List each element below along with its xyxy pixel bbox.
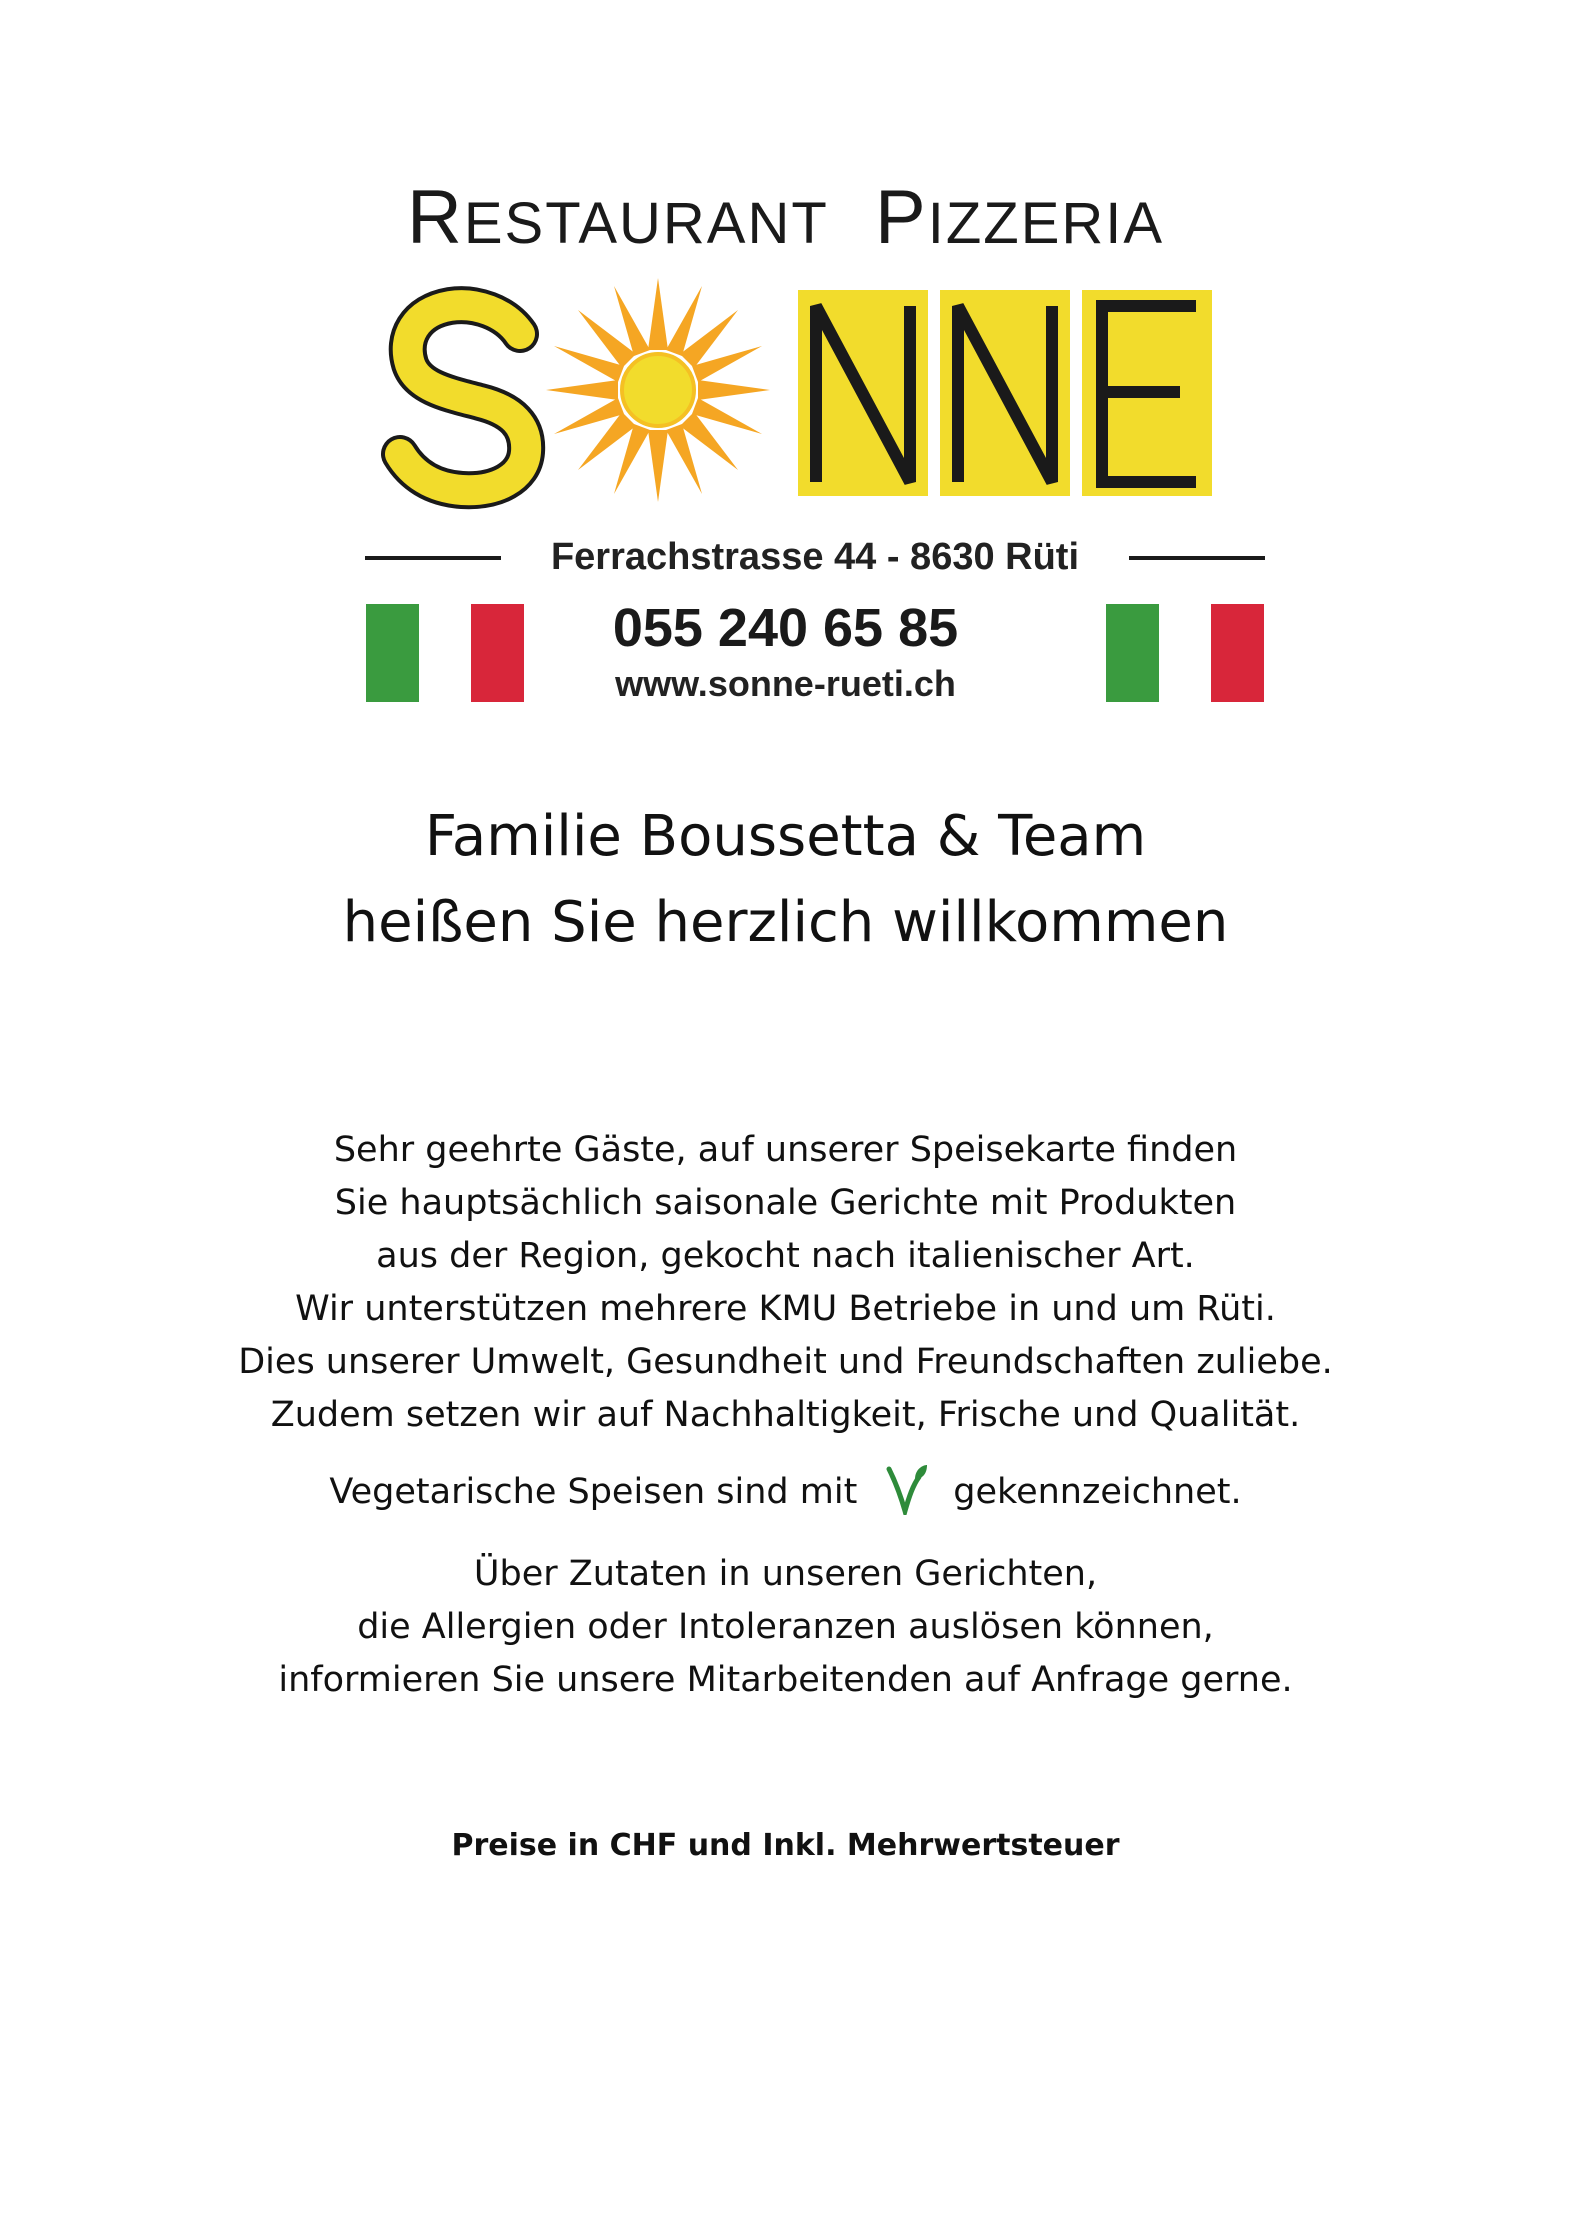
logo-pizzeria-rest: IZZERIA — [927, 191, 1165, 256]
vegetarian-leaf-icon — [885, 1463, 929, 1515]
welcome-heading — [0, 794, 1571, 966]
logo-letter-e — [1082, 290, 1212, 496]
phone-number: 055 240 65 85 — [612, 598, 959, 658]
intro-line: Dies unserer Umwelt, Gesundheit und Freundschaften zuliebe. — [238, 1342, 1333, 1382]
allergy-note — [0, 1548, 1571, 1707]
intro-line: Sehr geehrte Gäste, auf unserer Speisekarte finden — [333, 1130, 1238, 1170]
vegetarian-note — [0, 1462, 1571, 1522]
prices-note: Preise in CHF und Inkl. Mehrwertsteuer — [451, 1828, 1120, 1863]
logo-restaurant-rest: ESTAURANT — [463, 191, 829, 256]
welcome-line-1: Familie Boussetta & Team — [424, 804, 1147, 869]
website: www.sonne-rueti.ch — [615, 663, 956, 704]
logo-restaurant-initial: R — [406, 175, 464, 260]
intro-line: Sie hauptsächlich saisonale Gerichte mit Produkten — [334, 1183, 1237, 1223]
intro-line: Wir unterstützen mehrere KMU Betriebe in und um Rüti. — [295, 1289, 1276, 1329]
logo-letter-n2 — [940, 290, 1070, 496]
intro-paragraph — [0, 1124, 1571, 1442]
sun-icon — [546, 278, 770, 502]
logo-letter-s — [400, 305, 526, 490]
allergy-line: informieren Sie unsere Mitarbeitenden auf Anfrage gerne. — [278, 1660, 1293, 1700]
intro-line: Zudem setzen wir auf Nachhaltigkeit, Frische und Qualität. — [270, 1395, 1301, 1435]
intro-line: aus der Region, gekocht nach italienischer Art. — [376, 1236, 1195, 1276]
address: Ferrachstrasse 44 - 8630 Rüti — [550, 536, 1080, 578]
welcome-line-2: heißen Sie herzlich willkommen — [342, 890, 1229, 955]
allergy-line: die Allergien oder Intoleranzen auslösen können, — [357, 1607, 1214, 1647]
address-row — [365, 528, 1265, 588]
logo-letter-n1 — [798, 290, 928, 496]
logo-pizzeria-initial: P — [875, 175, 928, 260]
logo-restaurant-pizzeria — [0, 175, 1571, 264]
vegetarian-note-before: Vegetarische Speisen sind mit — [329, 1472, 858, 1512]
allergy-line: Über Zutaten in unseren Gerichten, — [473, 1554, 1098, 1594]
vegetarian-note-after: gekennzeichnet. — [953, 1472, 1242, 1512]
address-rule-right — [1129, 556, 1265, 560]
sonne-logo — [380, 272, 1240, 512]
